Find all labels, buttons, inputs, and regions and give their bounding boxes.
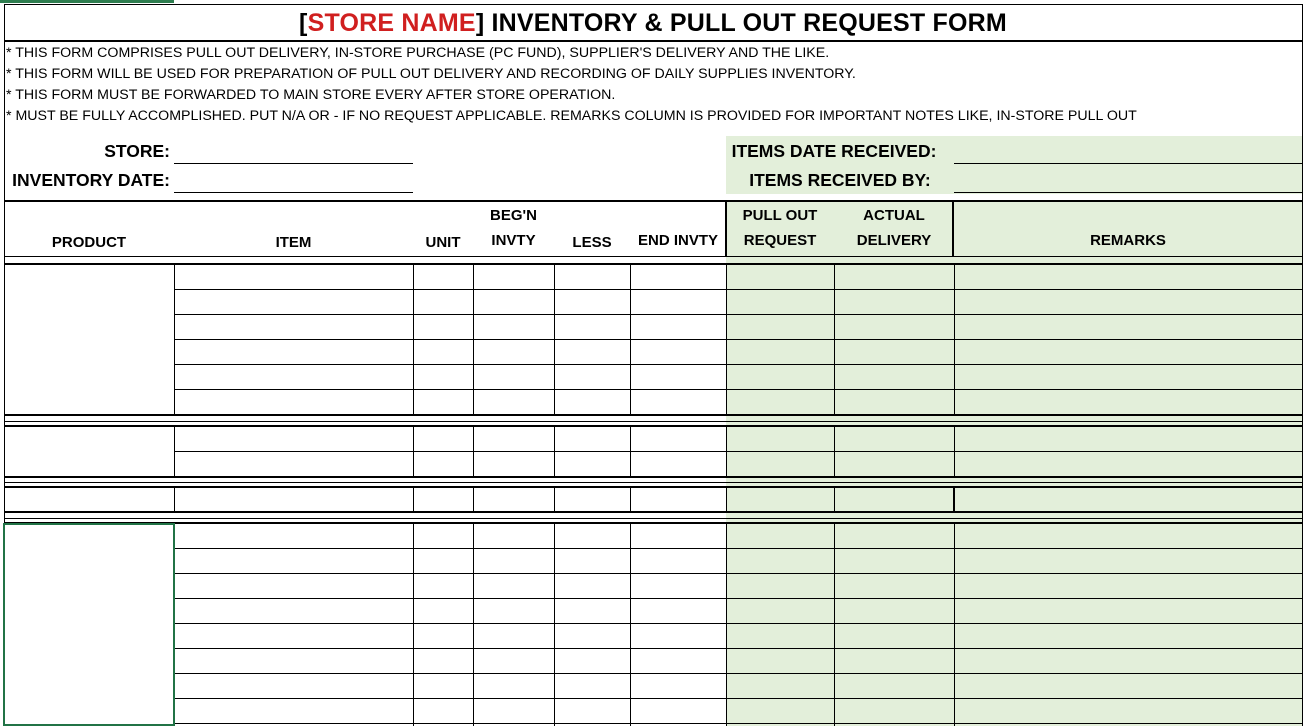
- section-4-top: [4, 522, 1302, 524]
- row-line: [174, 548, 1302, 549]
- col-line-item: [174, 426, 175, 476]
- row-line: [174, 673, 1302, 674]
- header-bottom-line-2: [4, 263, 1302, 265]
- header-bottom-line-1: [4, 256, 1302, 257]
- col-line-remarks: [954, 264, 955, 414]
- cell-selection-mark: [0, 0, 174, 3]
- col-line-begn: [473, 264, 474, 414]
- section-2-bottom: [4, 476, 1302, 478]
- col-line-unit: [413, 264, 414, 414]
- row-line: [174, 698, 1302, 699]
- header-begn-line1: BEG'N: [490, 207, 537, 224]
- col-line-unit: [413, 523, 414, 726]
- header-actual-line2: DELIVERY: [856, 232, 932, 249]
- section-gap-line: [4, 518, 1302, 519]
- section-1-bottom: [4, 414, 1302, 416]
- col-line-pullout: [726, 426, 727, 476]
- selected-product-cell[interactable]: [3, 523, 175, 726]
- items-received-by-label: ITEMS RECEIVED BY:: [749, 170, 931, 190]
- section-gap-line: [4, 482, 1302, 483]
- col-line-pullout: [726, 523, 727, 726]
- header-divider-pullout: [725, 200, 727, 256]
- row-line: [174, 598, 1302, 599]
- col-line-end: [630, 264, 631, 414]
- section-3-top: [4, 486, 1302, 488]
- row-line: [174, 389, 1302, 390]
- row-line: [174, 289, 1302, 290]
- section-2-top: [4, 425, 1302, 427]
- header-remarks: REMARKS: [1090, 232, 1166, 249]
- title-underline: [4, 40, 1302, 42]
- row-line: [174, 364, 1302, 365]
- note-line-4: * MUST BE FULLY ACCOMPLISHED. PUT N/A OR - IF NO REQUEST APPLICABLE. REMARKS COLUMN IS PROVIDED FOR IMPORTANT NOTES LIKE, IN-STORE PULL OUT: [6, 108, 1137, 124]
- col-line-begn: [473, 426, 474, 476]
- table-top-border: [4, 200, 1302, 202]
- header-pullout-line2: REQUEST: [743, 232, 817, 249]
- col-line-pullout: [726, 487, 727, 511]
- store-field[interactable]: [174, 139, 413, 164]
- inventory-date-label: INVENTORY DATE:: [12, 170, 170, 190]
- title-bracket-close: ]: [475, 9, 485, 37]
- header-begn-line2: INVTY: [491, 232, 536, 249]
- col-line-end: [630, 426, 631, 476]
- col-line-end: [630, 523, 631, 726]
- header-item: ITEM: [275, 234, 312, 251]
- note-line-2: * THIS FORM WILL BE USED FOR PREPARATION OF PULL OUT DELIVERY AND RECORDING OF DAILY SUPPLIES INVENTORY.: [6, 66, 856, 82]
- row-line: [174, 723, 1302, 724]
- header-product: PRODUCT: [51, 234, 127, 251]
- col-line-actual: [834, 523, 835, 726]
- frame-right-line: [1302, 4, 1303, 726]
- col-line-actual: [834, 426, 835, 476]
- inventory-date-field[interactable]: [174, 168, 413, 193]
- items-date-received-label: ITEMS DATE RECEIVED:: [731, 141, 937, 161]
- col-line-actual: [834, 487, 835, 511]
- row-line: [174, 451, 1302, 452]
- title-bracket-open: [: [299, 9, 308, 37]
- col-line-less: [554, 487, 555, 511]
- row-line: [174, 339, 1302, 340]
- form-title: [4, 4, 1302, 40]
- header-actual-line1: ACTUAL: [863, 207, 925, 224]
- header-divider-remarks: [952, 200, 954, 256]
- col-line-begn: [473, 487, 474, 511]
- col-line-less: [554, 264, 555, 414]
- section-gap-line: [4, 421, 1302, 422]
- title-text: INVENTORY & PULL OUT REQUEST FORM: [484, 9, 1007, 37]
- col-line-pullout: [726, 264, 727, 414]
- header-pullout-line1: PULL OUT: [742, 207, 818, 224]
- col-line-begn: [473, 523, 474, 726]
- title-store-name[interactable]: STORE NAME: [307, 9, 476, 37]
- col-line-less: [554, 523, 555, 726]
- row-line: [174, 623, 1302, 624]
- col-line-end: [630, 487, 631, 511]
- col-line-unit: [413, 487, 414, 511]
- header-end-invty: END INVTY: [637, 232, 718, 249]
- col-line-less: [554, 426, 555, 476]
- note-line-3: * THIS FORM MUST BE FORWARDED TO MAIN STORE EVERY AFTER STORE OPERATION.: [6, 87, 616, 103]
- store-label: STORE:: [104, 141, 170, 161]
- col-line-remarks: [954, 523, 955, 726]
- col-line-actual: [834, 264, 835, 414]
- row-line: [174, 648, 1302, 649]
- items-date-received-field[interactable]: [954, 139, 1302, 164]
- row-line: [174, 573, 1302, 574]
- header-unit: UNIT: [425, 234, 461, 251]
- section-3-bottom: [4, 511, 1302, 513]
- items-received-by-field[interactable]: [954, 168, 1302, 193]
- col-line-remarks: [953, 487, 955, 511]
- row-line: [174, 314, 1302, 315]
- note-line-1: * THIS FORM COMPRISES PULL OUT DELIVERY, IN-STORE PURCHASE (PC FUND), SUPPLIER'S DELIVERY AND THE LIKE.: [6, 45, 830, 61]
- header-less: LESS: [572, 234, 612, 251]
- col-line-remarks: [954, 426, 955, 476]
- col-line-item: [174, 487, 175, 511]
- col-line-item: [174, 264, 175, 414]
- frame-top-line: [4, 4, 1302, 5]
- col-line-unit: [413, 426, 414, 476]
